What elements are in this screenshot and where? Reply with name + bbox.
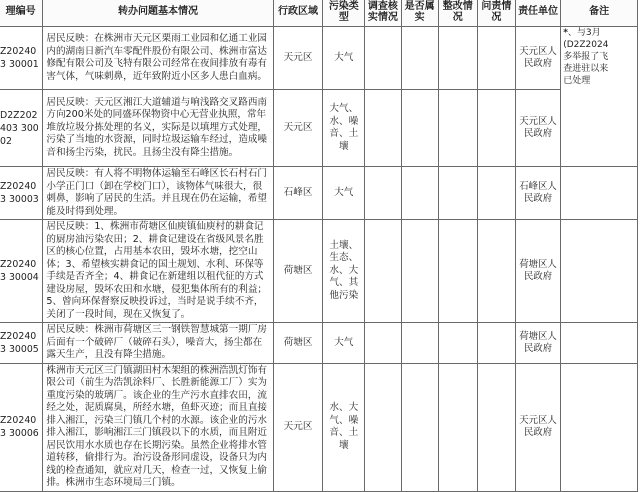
accountability-cell — [477, 90, 515, 167]
remark-empty-cell — [561, 167, 638, 220]
table-row — [0, 27, 638, 90]
verified-cell — [365, 90, 401, 167]
remark-star: * — [563, 28, 568, 38]
accountability-cell — [477, 323, 515, 364]
rectify-cell — [438, 167, 477, 220]
pollution-type-cell: 大气 — [323, 167, 365, 220]
responsible-unit-cell: 荷塘区人民政府 — [515, 220, 560, 323]
real-cell — [401, 323, 438, 364]
pollution-type-cell: 大气、水、噪音、土壤 — [323, 90, 365, 167]
col-header-issue: 转办问题基本情况 — [43, 0, 273, 27]
real-cell — [401, 363, 438, 491]
pollution-type-cell: 土壤、生态、水、大气、其他污染 — [323, 220, 365, 323]
table-row — [0, 167, 638, 220]
district-cell: 天元区 — [273, 27, 323, 90]
responsible-unit-cell: 天元区人民政府 — [515, 27, 560, 90]
remark-line-1: (D2Z2024 — [563, 40, 609, 50]
case-id: Z202403 30003 — [0, 167, 43, 220]
accountability-cell — [477, 167, 515, 220]
rectify-cell — [438, 90, 477, 167]
responsible-unit-cell: 荷塘区人民政府 — [515, 323, 560, 364]
verified-cell — [365, 167, 401, 220]
table-row — [0, 90, 638, 167]
pollution-type-cell: 大气 — [323, 323, 365, 364]
table-row — [0, 363, 638, 491]
remark-line-2: 多举报了飞 — [563, 52, 609, 62]
accountability-cell — [477, 27, 515, 90]
real-cell — [401, 167, 438, 220]
real-cell — [401, 220, 438, 323]
accountability-cell — [477, 363, 515, 491]
rectify-cell — [438, 323, 477, 364]
real-cell — [401, 27, 438, 90]
district-cell: 天元区 — [273, 90, 323, 167]
issue-text: 株洲市天元区三门镇湖田村木架组的株洲浩凯灯饰有限公司（前生为浩凯涂料厂、长胜新能源工厂）实为重度污染的玻璃厂。该企业的生产污水直排农田，流经之处，泥质腐臭，所经水塘，鱼虾灭迹；而且直接排入湘江，污染三门镇几个村的水源。该企业的污水排入湘江，影响湘江三门镇段以下的水质，而且附近居民饮用水水质也存在长期污染。虽然企业将排水管道转移，偷排行为。治污设备形同虚设，设备只为内线的检查通知，就应对几天，检查一过，又恢复上偷排。株洲市生态环境局三门镇。 — [43, 363, 273, 491]
responsible-unit-cell: 天元区人民政府 — [515, 90, 560, 167]
remark-line-0: *、与3月 — [563, 28, 601, 38]
accountability-cell — [477, 220, 515, 323]
district-cell: 石峰区 — [273, 167, 323, 220]
remark-empty-cell — [561, 323, 638, 364]
col-header-accountability: 问责情况 — [477, 0, 515, 27]
issue-text: 居民反映：天元区湘江大道辅道与响浅路交叉路西南方向200米处的同盛环保物资中心无营业执照，常年堆放垃圾分拣处理的名义，实际是以填埋方式处理，污染了当地的水资源，同时垃圾运输车经过，造成噪音和扬尘污染，扰民。且扬尘没有降尘措施。 — [43, 90, 273, 167]
col-header-verified: 调查核实情况 — [365, 0, 401, 27]
pollution-type-cell: 大气 — [323, 27, 365, 90]
verified-cell — [365, 323, 401, 364]
rectify-cell — [438, 363, 477, 491]
col-header-type: 污染类型 — [323, 0, 365, 27]
case-id: D2Z202403 30002 — [0, 90, 43, 167]
verified-cell — [365, 220, 401, 323]
responsible-unit-cell: 石峰区人民政府 — [515, 167, 560, 220]
col-header-responsible: 责任单位 — [515, 0, 560, 27]
issue-text: 居民反映：有人将不明物体运输至石峰区长石村石门小学正门口（卸在学校门口），该物体气味很大，很刺鼻，影响了居民的生活。并且现在仍在运输，希望能及时得到处理。 — [43, 167, 273, 220]
col-header-id: 理编号 — [0, 0, 43, 27]
remark-cell — [561, 27, 638, 167]
issue-text: 居民反映：在株洲市天元区栗雨工业园和亿通工业园内的湖南日新汽车零配件股份有限公司、株洲市富达修配有限公司及飞特有限公司经常在夜间排放有毒有害气体，气味刺鼻，近年致附近小区多人患白血病。 — [43, 27, 273, 90]
district-cell: 荷塘区 — [273, 220, 323, 323]
remark-empty-cell — [561, 220, 638, 323]
issue-text: 居民反映：1、株洲市荷塘区仙庾镇仙庾村的耕食记的厨房油污染农田；2、耕食记建设在省级风景名胜区的核心位置，占用基本农田，毁坏水塘，挖空山体；3、希望核实耕食记的国土规划、水利、环保等手续是否齐全；4、耕食记在新建组以租代征的方式建设房屋，毁坏农田和水塘，侵犯集体所有的利益；5、曾向环保督察反映投诉过，当时是说手续不齐，关闭了一段时间，现在又恢复了。 — [43, 220, 273, 323]
responsible-unit-cell: 天元区人民政府 — [515, 363, 560, 491]
table-row — [0, 323, 638, 364]
pollution-type-cell: 水、大气、噪音、土壤 — [323, 363, 365, 491]
case-id: Z202403 30005 — [0, 323, 43, 364]
case-id: Z202403 30004 — [0, 220, 43, 323]
rectify-cell — [438, 27, 477, 90]
verified-cell — [365, 27, 401, 90]
issue-text: 居民反映：株洲市荷塘区三一钢铁智慧城第一期厂房后面有一个破碎厂（破碎石头），噪音大，扬尘都在露天生产，且没有降尘措施。 — [43, 323, 273, 364]
col-header-remark: 备注 — [561, 0, 638, 27]
col-header-real: 是否属实 — [401, 0, 438, 27]
verified-cell — [365, 363, 401, 491]
case-id: Z202403 30006 — [0, 363, 43, 491]
case-id: Z202403 30001 — [0, 27, 43, 90]
table-row — [0, 220, 638, 323]
district-cell: 荷塘区 — [273, 323, 323, 364]
rectify-cell — [438, 220, 477, 323]
district-cell: 天元区 — [273, 363, 323, 491]
header-row — [0, 0, 638, 27]
remark-line-3: 查进驻以来 — [563, 64, 609, 74]
remark-empty-cell — [561, 363, 638, 491]
col-header-district: 行政区域 — [273, 0, 323, 27]
remark-line-4: 已处理 — [563, 76, 591, 86]
col-header-rectify: 整改情况 — [438, 0, 477, 27]
real-cell — [401, 90, 438, 167]
